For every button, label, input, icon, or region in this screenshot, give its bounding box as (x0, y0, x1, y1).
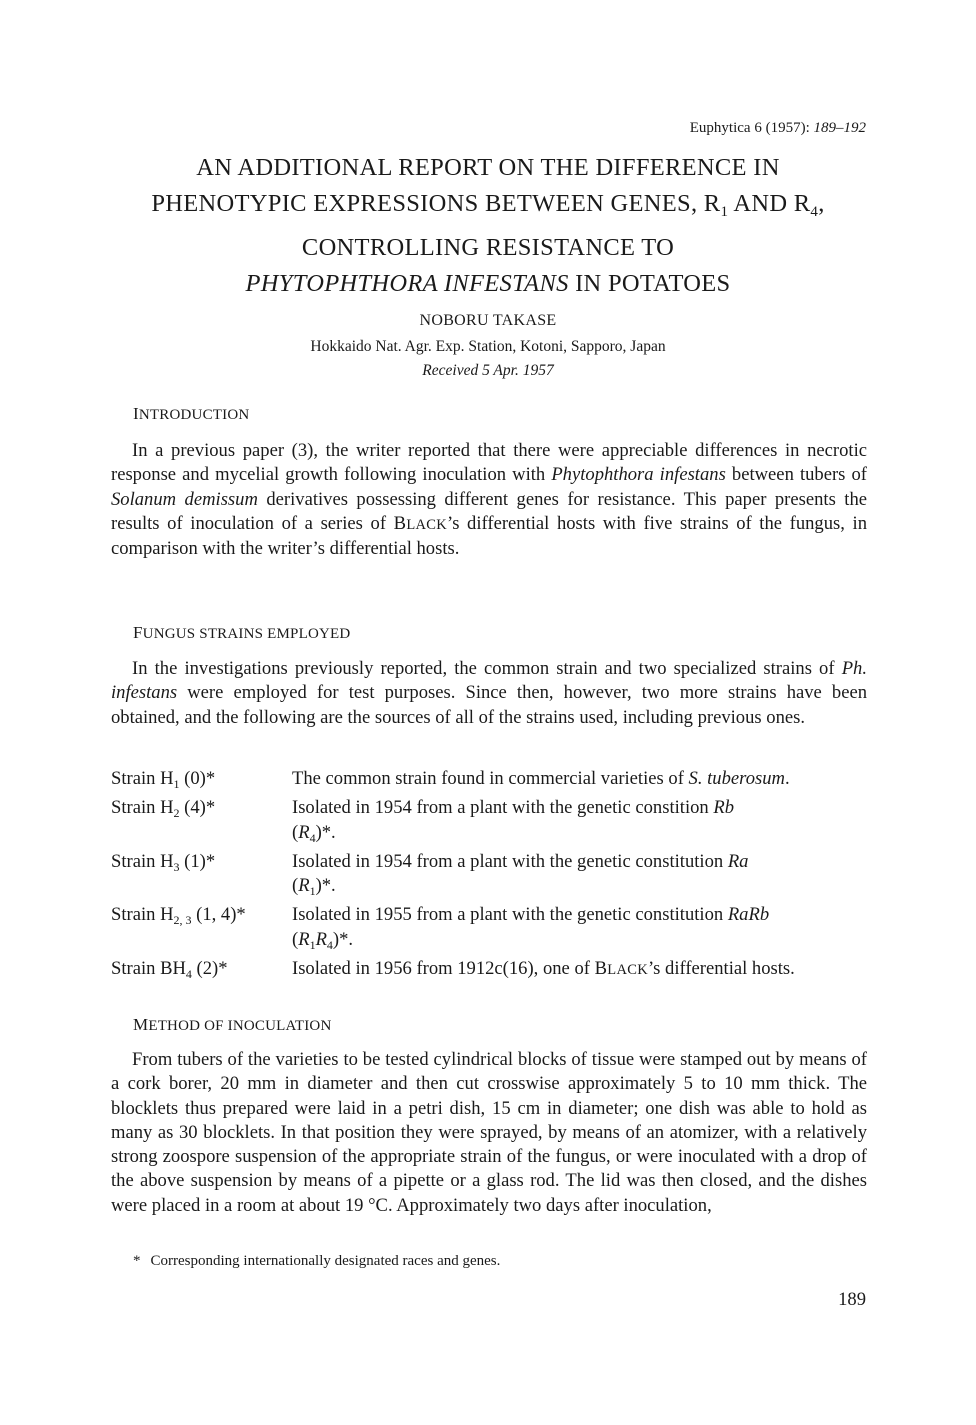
strain-label: Strain $H_{2, 3}$ (1, 4)* (111, 904, 246, 928)
title-line-3: CONTROLLING RESISTANCE TO (301, 234, 675, 261)
strain-label: Strain $H_1$ (0)* (111, 768, 216, 791)
fungus-strains-paragraph: In the investigations previously reported, the common strain and two specialized strains of Ph. infestans were employed for test purposes. Since then, however, two more strains have been obtained, and the following are the sources of all of the strains used, including previous ones. (111, 658, 867, 728)
strain-row (111, 903, 867, 957)
section-heading-method: METHOD OF INOCULATION (133, 1015, 332, 1034)
received-date: Received 5 Apr. 1957 (422, 362, 554, 379)
strain-label: Strain $BH_4$ (2)* (111, 958, 228, 982)
strain-row (111, 767, 867, 796)
author-affiliation: Hokkaido Nat. Agr. Exp. Station, Kotoni, Sapporo, Japan (310, 338, 666, 355)
strain-description: Isolated in 1954 from a plant with the genetic constition Rb $(R_4)*$. (292, 797, 735, 845)
strain-description: Isolated in 1956 from 1912c(16), one of BLACK’s differential hosts. (292, 958, 795, 980)
strain-description: Isolated in 1954 from a plant with the genetic constitution Ra $(R_1)*$. (292, 850, 749, 899)
section-heading-fungus-strains: FUNGUS STRAINS EMPLOYED (133, 623, 351, 642)
introduction-paragraph: In a previous paper (3), the writer reported that there were appreciable differences in necrotic response and mycelial growth following inoculation with Phytophthora infestans between tubers of Solanum demissum derivatives possessing different genes for resistance. This paper presents the results of inoculation of a series of BLACK’s differential hosts with five strains of the fungus, in comparison with the writer’s differential hosts. (111, 440, 868, 560)
strain-list (111, 767, 867, 986)
strain-label: Strain $H_3$ (1)* (111, 850, 216, 874)
journal-name: Euphytica 6 (1957): (689, 120, 810, 136)
author-name: NOBORU TAKASE (419, 312, 557, 329)
title-line-1: AN ADDITIONAL REPORT ON THE DIFFERENCE IN (196, 154, 780, 181)
strain-row (111, 850, 867, 904)
method-paragraph: From tubers of the varieties to be tested cylindrical blocks of tissue were stamped out by means of a cork borer, 20 mm in diameter and then cut crosswise approximately 5 to 10 mm thick. The blocklets thus prepared were laid in a petri dish, 15 cm in diameter; one dish was able to hold as many as 30 blocklets. In that position they were sprayed, by means of an atomizer, with a relatively strong zoospore suspension of the appropriate strain of the fungus, or were inoculated with a drop of the above suspension by means of a pipette or a glass rod. The lid was then closed, and the dishes were placed in a room at about 19 °C. Approximately two days after inoculation, (111, 1049, 867, 1216)
title-line-2: PHENOTYPIC EXPRESSIONS BETWEEN GENES, $R_1$ AND $R_4$, (151, 190, 825, 220)
strain-label: Strain $H_2$ (4)* (111, 797, 216, 821)
footnote: * Corresponding internationally designated races and genes. (133, 1253, 501, 1269)
article-title (100, 150, 876, 302)
journal-pages: 189–192 (813, 120, 866, 136)
strain-row (111, 796, 867, 850)
journal-citation (690, 120, 866, 137)
strain-description: The common strain found in commercial varieties of S. tuberosum. (292, 768, 790, 789)
page-number: 189 (838, 1289, 866, 1310)
title-line-4: PHYTOPHTHORA INFESTANS IN POTATOES (245, 270, 731, 297)
section-heading-introduction: INTRODUCTION (133, 404, 250, 423)
strain-row (111, 957, 867, 986)
strain-description: Isolated in 1955 from a plant with the genetic constitution RaRb $(R_1R_4)*$. (292, 904, 770, 952)
